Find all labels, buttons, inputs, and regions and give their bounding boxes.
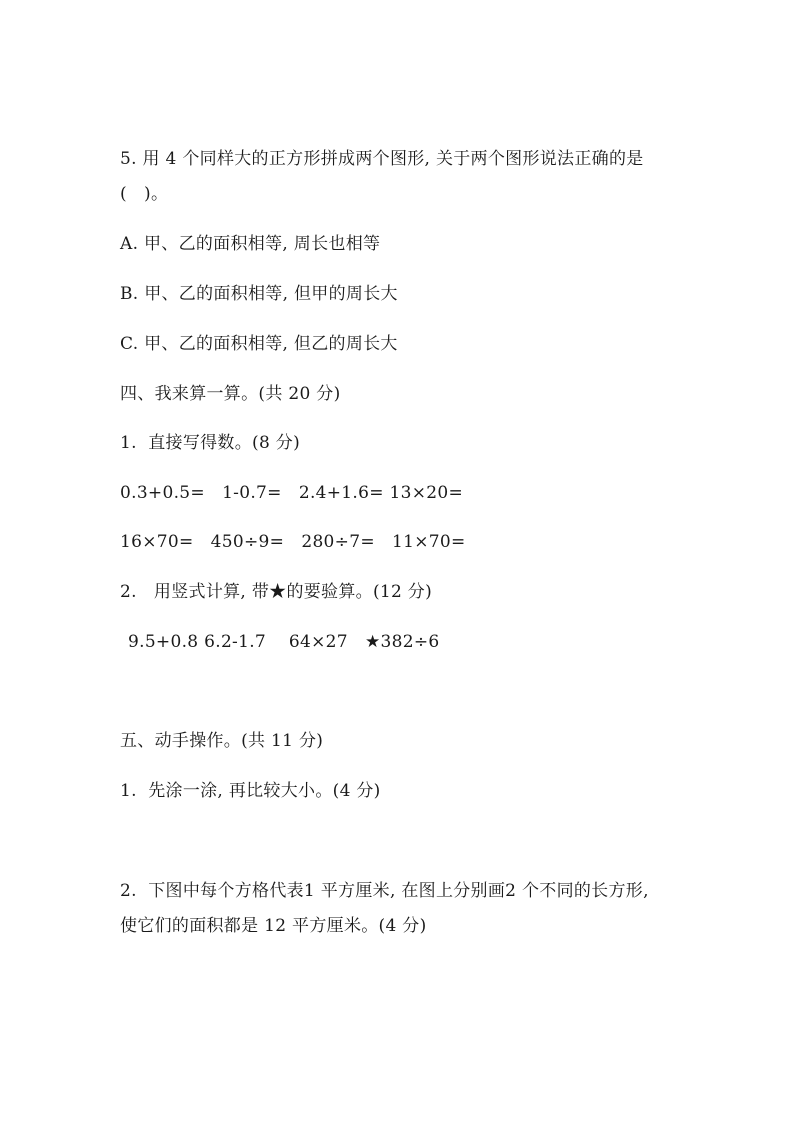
section-5-heading: 五、动手操作。(共 11 分) — [120, 731, 324, 751]
question-5-stem-line2: ( )。 — [120, 184, 169, 204]
section-5-question-2-line1: 2. 下图中每个方格代表1 平方厘米, 在图上分别画2 个不同的长方形, — [120, 881, 649, 901]
question-5-option-b: B. 甲、乙的面积相等, 但甲的周长大 — [120, 284, 398, 304]
section-5-question-2-line2: 使它们的面积都是 12 平方厘米。(4 分) — [120, 916, 427, 936]
section-4-question-1-title: 1. 直接写得数。(8 分) — [120, 433, 301, 453]
section-4-heading: 四、我来算一算。(共 20 分) — [120, 384, 341, 404]
question-5-option-c: C. 甲、乙的面积相等, 但乙的周长大 — [120, 334, 398, 354]
section-4-question-1-row-1: 0.3+0.5= 1-0.7= 2.4+1.6= 13×20= — [120, 483, 464, 503]
section-4-question-2-title: 2. 用竖式计算, 带★的要验算。(12 分) — [120, 582, 433, 602]
question-5-option-a: A. 甲、乙的面积相等, 周长也相等 — [120, 234, 381, 254]
section-4-question-2-row: 9.5+0.8 6.2-1.7 64×27 ★382÷6 — [128, 632, 440, 652]
section-4-question-1-row-2: 16×70= 450÷9= 280÷7= 11×70= — [120, 532, 466, 552]
question-5-stem-line1: 5. 用 4 个同样大的正方形拼成两个图形, 关于两个图形说法正确的是 — [120, 149, 644, 169]
section-5-question-1-title: 1. 先涂一涂, 再比较大小。(4 分) — [120, 781, 381, 801]
